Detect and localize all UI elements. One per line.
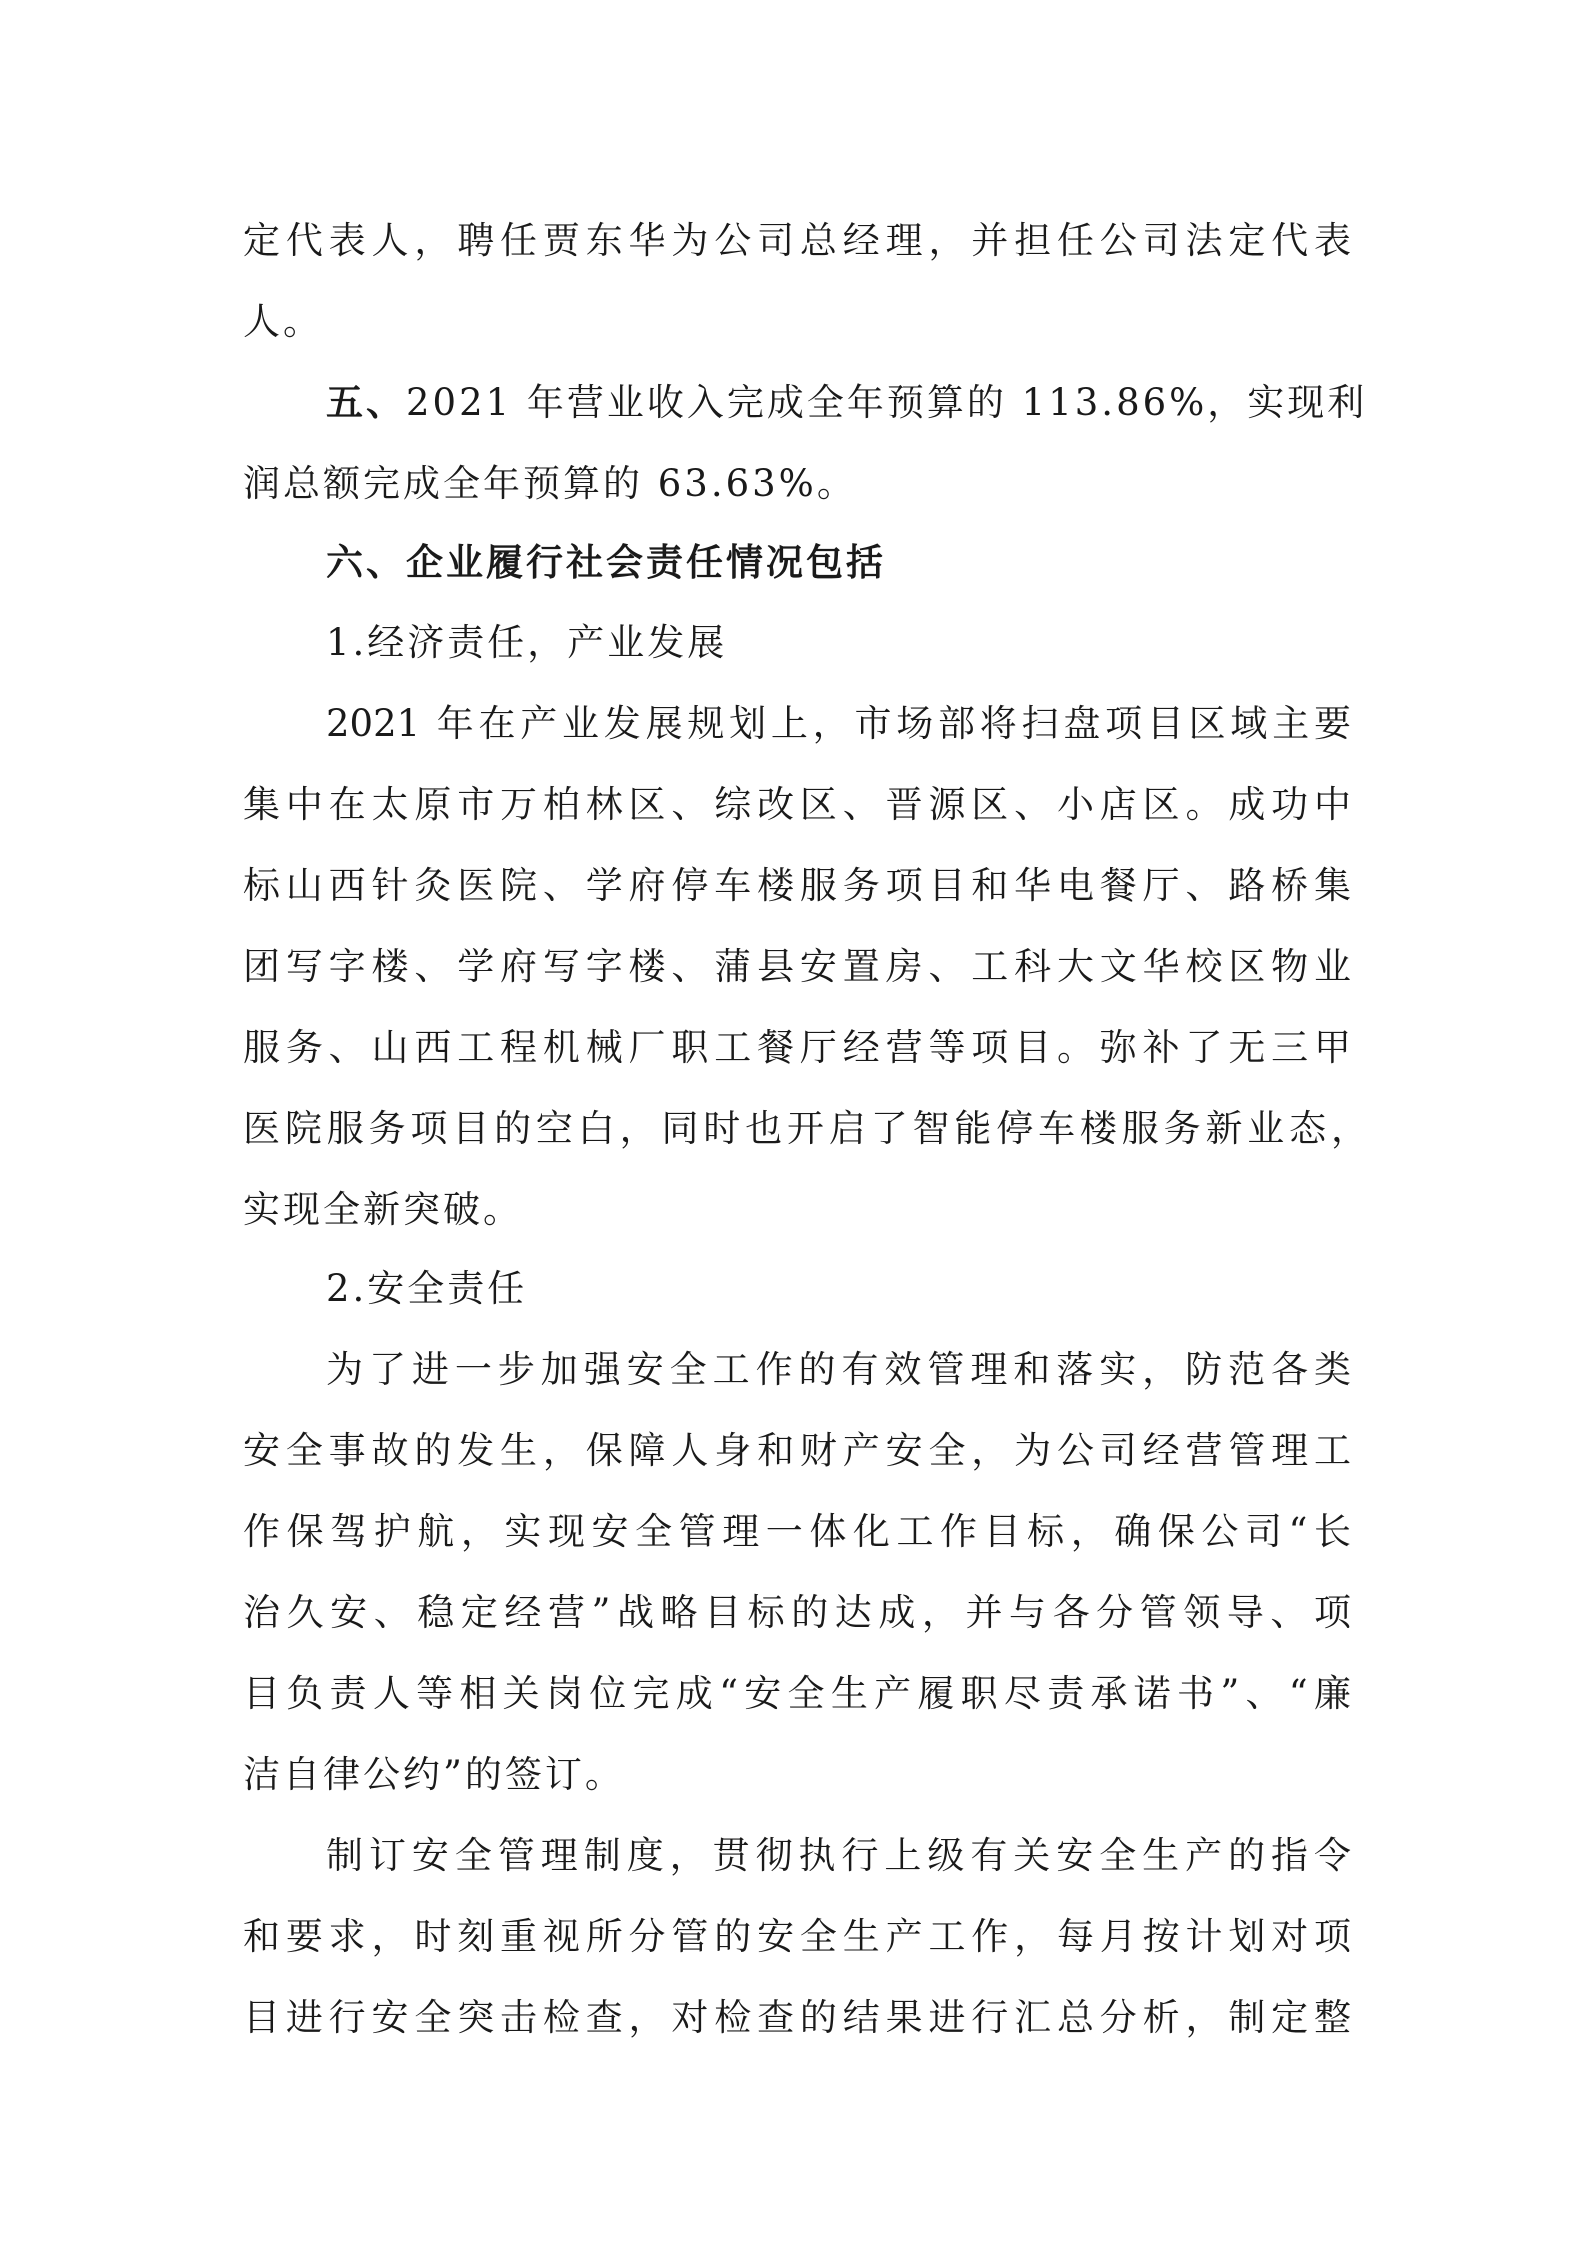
paragraph-3-line-2: 集中在太原市万柏林区、综改区、晋源区、小店区。成功中 [243, 783, 1351, 826]
section-6-heading: 六、企业履行社会责任情况包括 [326, 541, 886, 584]
paragraph-3-line-7: 实现全新突破。 [243, 1188, 523, 1231]
subheading-economic-responsibility: 1.经济责任，产业发展 [326, 621, 728, 664]
paragraph-5-line-2: 和要求，时刻重视所分管的安全生产工作，每月按计划对项 [243, 1915, 1351, 1958]
paragraph-2-line-1 [326, 380, 1368, 424]
paragraph-4-line-2: 安全事故的发生，保障人身和财产安全，为公司经营管理工 [243, 1429, 1351, 1472]
paragraph-3-line-3: 标山西针灸医院、学府停车楼服务项目和华电餐厅、路桥集 [243, 864, 1351, 907]
paragraph-2-line-1-text: 2021 年营业收入完成全年预算的 113.86%，实现利 [406, 381, 1368, 424]
section-5-label: 五、 [326, 380, 406, 424]
paragraph-3-line-6: 医院服务项目的空白，同时也开启了智能停车楼服务新业态， [243, 1107, 1368, 1150]
paragraph-4-line-4: 治久安、稳定经营”战略目标的达成，并与各分管领导、项 [243, 1591, 1351, 1634]
paragraph-4-line-5: 目负责人等相关岗位完成“安全生产履职尽责承诺书”、“廉 [243, 1672, 1351, 1715]
paragraph-4-line-6: 洁自律公约”的签订。 [243, 1753, 625, 1796]
paragraph-4-line-1: 为了进一步加强安全工作的有效管理和落实，防范各类 [326, 1348, 1351, 1391]
paragraph-3-line-1: 2021 年在产业发展规划上，市场部将扫盘项目区域主要 [326, 702, 1351, 745]
paragraph-4-line-3: 作保驾护航，实现安全管理一体化工作目标，确保公司“长 [243, 1510, 1351, 1553]
paragraph-1-line-2: 人。 [243, 300, 323, 343]
paragraph-3-line-5: 服务、山西工程机械厂职工餐厅经营等项目。弥补了无三甲 [243, 1026, 1351, 1069]
paragraph-5-line-1: 制订安全管理制度，贯彻执行上级有关安全生产的指令 [326, 1834, 1351, 1877]
paragraph-2-line-2: 润总额完成全年预算的 63.63%。 [243, 462, 857, 505]
paragraph-3-line-4: 团写字楼、学府写字楼、蒲县安置房、工科大文华校区物业 [243, 945, 1351, 988]
paragraph-5-line-3: 目进行安全突击检查，对检查的结果进行汇总分析，制定整 [243, 1996, 1351, 2039]
subheading-safety-responsibility: 2.安全责任 [326, 1267, 528, 1310]
paragraph-1-line-1: 定代表人，聘任贾东华为公司总经理，并担任公司法定代表 [243, 219, 1351, 262]
